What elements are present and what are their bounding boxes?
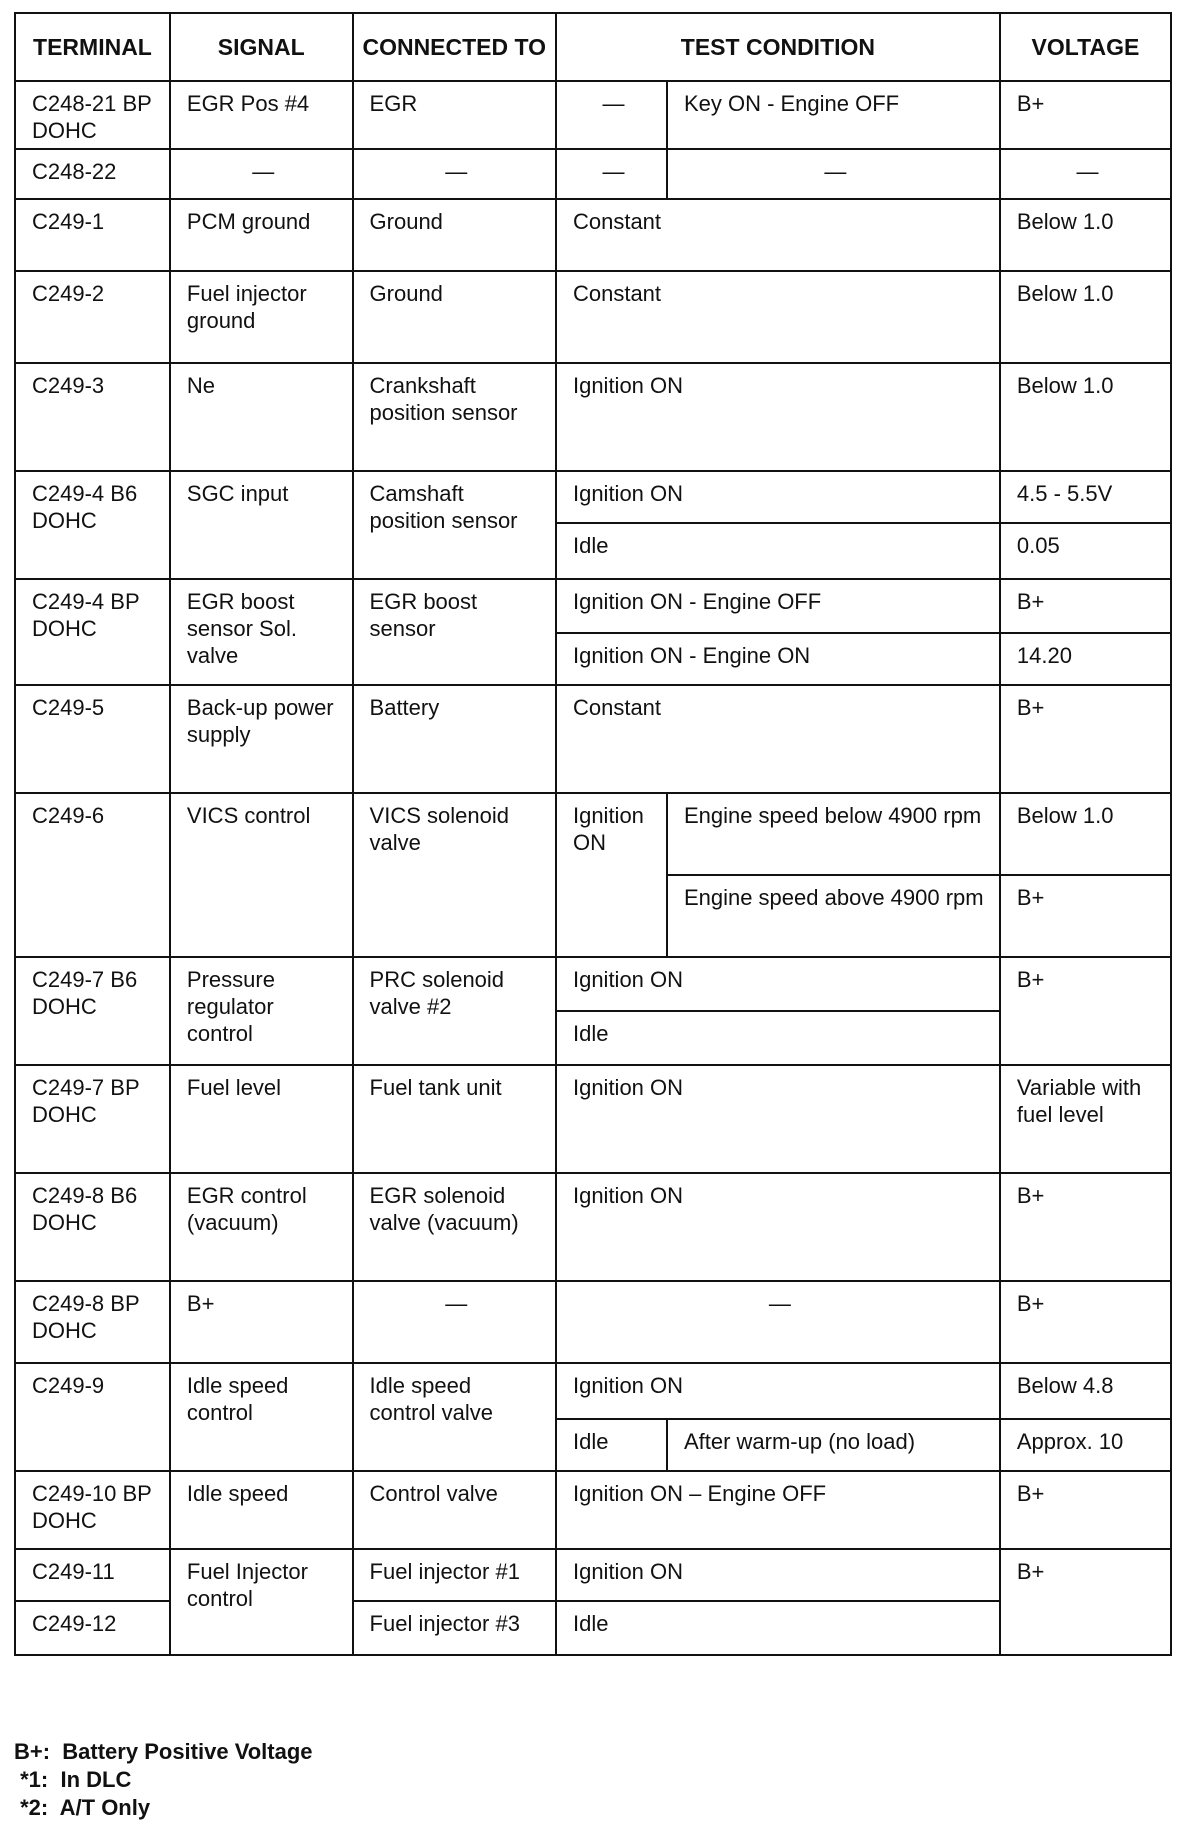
voltage-cell: B+	[1000, 875, 1171, 957]
condition-cell: Idle	[556, 1419, 667, 1471]
connected-cell: Ground	[353, 199, 556, 271]
condition-group-cell: Ignition ON	[556, 793, 667, 957]
condition-cell: Ignition ON	[556, 1363, 1000, 1419]
condition-cell: —	[556, 149, 667, 199]
table-row	[15, 685, 1171, 793]
signal-cell: Idle speed	[170, 1471, 353, 1549]
voltage-cell: B+	[1000, 1281, 1171, 1363]
terminal-cell: C249-10 BP DOHC	[15, 1471, 170, 1549]
terminal-cell: C249-7 BP DOHC	[15, 1065, 170, 1173]
connected-cell: —	[353, 1281, 556, 1363]
voltage-cell: B+	[1000, 1471, 1171, 1549]
voltage-cell: B+	[1000, 957, 1171, 1065]
voltage-cell: Approx. 10	[1000, 1419, 1171, 1471]
header-test-condition: TEST CONDITION	[556, 13, 1000, 81]
signal-cell: SGC input	[170, 471, 353, 579]
condition-cell: Idle	[556, 1601, 1000, 1655]
condition-cell: Ignition ON – Engine OFF	[556, 1471, 1000, 1549]
table-row	[15, 957, 1171, 1011]
condition-cell: Ignition ON	[556, 363, 1000, 471]
signal-cell: Idle speed control	[170, 1363, 353, 1471]
connected-cell: —	[353, 149, 556, 199]
condition-cell: Ignition ON	[556, 471, 1000, 523]
terminal-cell: C249-9	[15, 1363, 170, 1471]
voltage-cell: Below 1.0	[1000, 271, 1171, 363]
condition-cell: Constant	[556, 685, 1000, 793]
condition-cell: Idle	[556, 1011, 1000, 1065]
condition-cell: After warm-up (no load)	[667, 1419, 1000, 1471]
connected-cell: Battery	[353, 685, 556, 793]
signal-cell: —	[170, 149, 353, 199]
table-row	[15, 793, 1171, 875]
condition-cell: Constant	[556, 199, 1000, 271]
connected-cell: Camshaft position sensor	[353, 471, 556, 579]
condition-cell: Ignition ON	[556, 1065, 1000, 1173]
voltage-cell: 0.05	[1000, 523, 1171, 579]
signal-cell: EGR boost sensor Sol. valve	[170, 579, 353, 685]
table-row	[15, 471, 1171, 523]
condition-cell: Key ON - Engine OFF	[667, 81, 1000, 149]
table-row	[15, 363, 1171, 471]
table-row	[15, 1363, 1171, 1419]
connected-cell: Idle speed control valve	[353, 1363, 556, 1471]
voltage-cell: B+	[1000, 1549, 1171, 1655]
voltage-cell: 14.20	[1000, 633, 1171, 685]
terminal-cell: C249-2	[15, 271, 170, 363]
voltage-cell: B+	[1000, 1173, 1171, 1281]
signal-cell: Fuel level	[170, 1065, 353, 1173]
condition-cell: Engine speed above 4900 rpm	[667, 875, 1000, 957]
table-row	[15, 1173, 1171, 1281]
connected-cell: Crankshaft position sensor	[353, 363, 556, 471]
terminal-cell: C248-22	[15, 149, 170, 199]
signal-cell: Back-up power supply	[170, 685, 353, 793]
signal-cell: Ne	[170, 363, 353, 471]
voltage-cell: Below 4.8	[1000, 1363, 1171, 1419]
legend-note-2: *2: A/T Only	[14, 1795, 151, 1820]
terminal-cell: C249-8 BP DOHC	[15, 1281, 170, 1363]
signal-cell: Pressure regulator control	[170, 957, 353, 1065]
connected-cell: Control valve	[353, 1471, 556, 1549]
condition-cell: Idle	[556, 523, 1000, 579]
table-row	[15, 1471, 1171, 1549]
signal-cell: EGR control (vacuum)	[170, 1173, 353, 1281]
condition-cell: —	[556, 81, 667, 149]
table-row	[15, 81, 1171, 149]
voltage-cell: Below 1.0	[1000, 363, 1171, 471]
terminal-cell: C249-8 B6 DOHC	[15, 1173, 170, 1281]
condition-cell: Engine speed below 4900 rpm	[667, 793, 1000, 875]
table-row	[15, 149, 1171, 199]
terminal-cell: C249-7 B6 DOHC	[15, 957, 170, 1065]
voltage-cell: —	[1000, 149, 1171, 199]
legend	[14, 1738, 313, 1822]
signal-cell: Fuel Injector control	[170, 1549, 353, 1655]
legend-note-1: *1: In DLC	[14, 1767, 132, 1792]
pin-voltage-table	[14, 12, 1172, 1656]
header-terminal: TERMINAL	[15, 13, 170, 81]
terminal-cell: C249-1	[15, 199, 170, 271]
table-row	[15, 1281, 1171, 1363]
signal-cell: VICS control	[170, 793, 353, 957]
voltage-cell: B+	[1000, 685, 1171, 793]
condition-cell: Constant	[556, 271, 1000, 363]
connected-cell: Fuel injector #3	[353, 1601, 556, 1655]
terminal-cell: C249-6	[15, 793, 170, 957]
signal-cell: Fuel injector ground	[170, 271, 353, 363]
signal-cell: PCM ground	[170, 199, 353, 271]
terminal-cell: C249-5	[15, 685, 170, 793]
connected-cell: Fuel injector #1	[353, 1549, 556, 1601]
header-row	[15, 13, 1171, 81]
connected-cell: VICS solenoid valve	[353, 793, 556, 957]
voltage-cell: B+	[1000, 579, 1171, 633]
table-row	[15, 1549, 1171, 1601]
header-connected-to: CONNECTED TO	[353, 13, 556, 81]
header-voltage: VOLTAGE	[1000, 13, 1171, 81]
condition-cell: Ignition ON	[556, 957, 1000, 1011]
condition-cell: Ignition ON - Engine ON	[556, 633, 1000, 685]
voltage-cell: Below 1.0	[1000, 199, 1171, 271]
table-row	[15, 271, 1171, 363]
connected-cell: Fuel tank unit	[353, 1065, 556, 1173]
condition-cell: Ignition ON - Engine OFF	[556, 579, 1000, 633]
terminal-cell: C249-4 BP DOHC	[15, 579, 170, 685]
connected-cell: Ground	[353, 271, 556, 363]
table-row	[15, 199, 1171, 271]
legend-b-plus: B+: Battery Positive Voltage	[14, 1739, 313, 1764]
signal-cell: B+	[170, 1281, 353, 1363]
voltage-cell: Below 1.0	[1000, 793, 1171, 875]
terminal-cell: C249-12	[15, 1601, 170, 1655]
terminal-cell: C249-3	[15, 363, 170, 471]
connected-cell: PRC solenoid valve #2	[353, 957, 556, 1065]
table-row	[15, 1065, 1171, 1173]
signal-cell: EGR Pos #4	[170, 81, 353, 149]
connected-cell: EGR	[353, 81, 556, 149]
terminal-cell: C249-4 B6 DOHC	[15, 471, 170, 579]
condition-cell: Ignition ON	[556, 1173, 1000, 1281]
terminal-cell: C248-21 BP DOHC	[15, 81, 170, 149]
condition-cell: —	[667, 149, 1000, 199]
connected-cell: EGR solenoid valve (vacuum)	[353, 1173, 556, 1281]
condition-cell: Ignition ON	[556, 1549, 1000, 1601]
terminal-cell: C249-11	[15, 1549, 170, 1601]
voltage-cell: B+	[1000, 81, 1171, 149]
table-row	[15, 579, 1171, 633]
voltage-cell: Variable with fuel level	[1000, 1065, 1171, 1173]
connected-cell: EGR boost sensor	[353, 579, 556, 685]
voltage-cell: 4.5 - 5.5V	[1000, 471, 1171, 523]
condition-cell: —	[556, 1281, 1000, 1363]
header-signal: SIGNAL	[170, 13, 353, 81]
